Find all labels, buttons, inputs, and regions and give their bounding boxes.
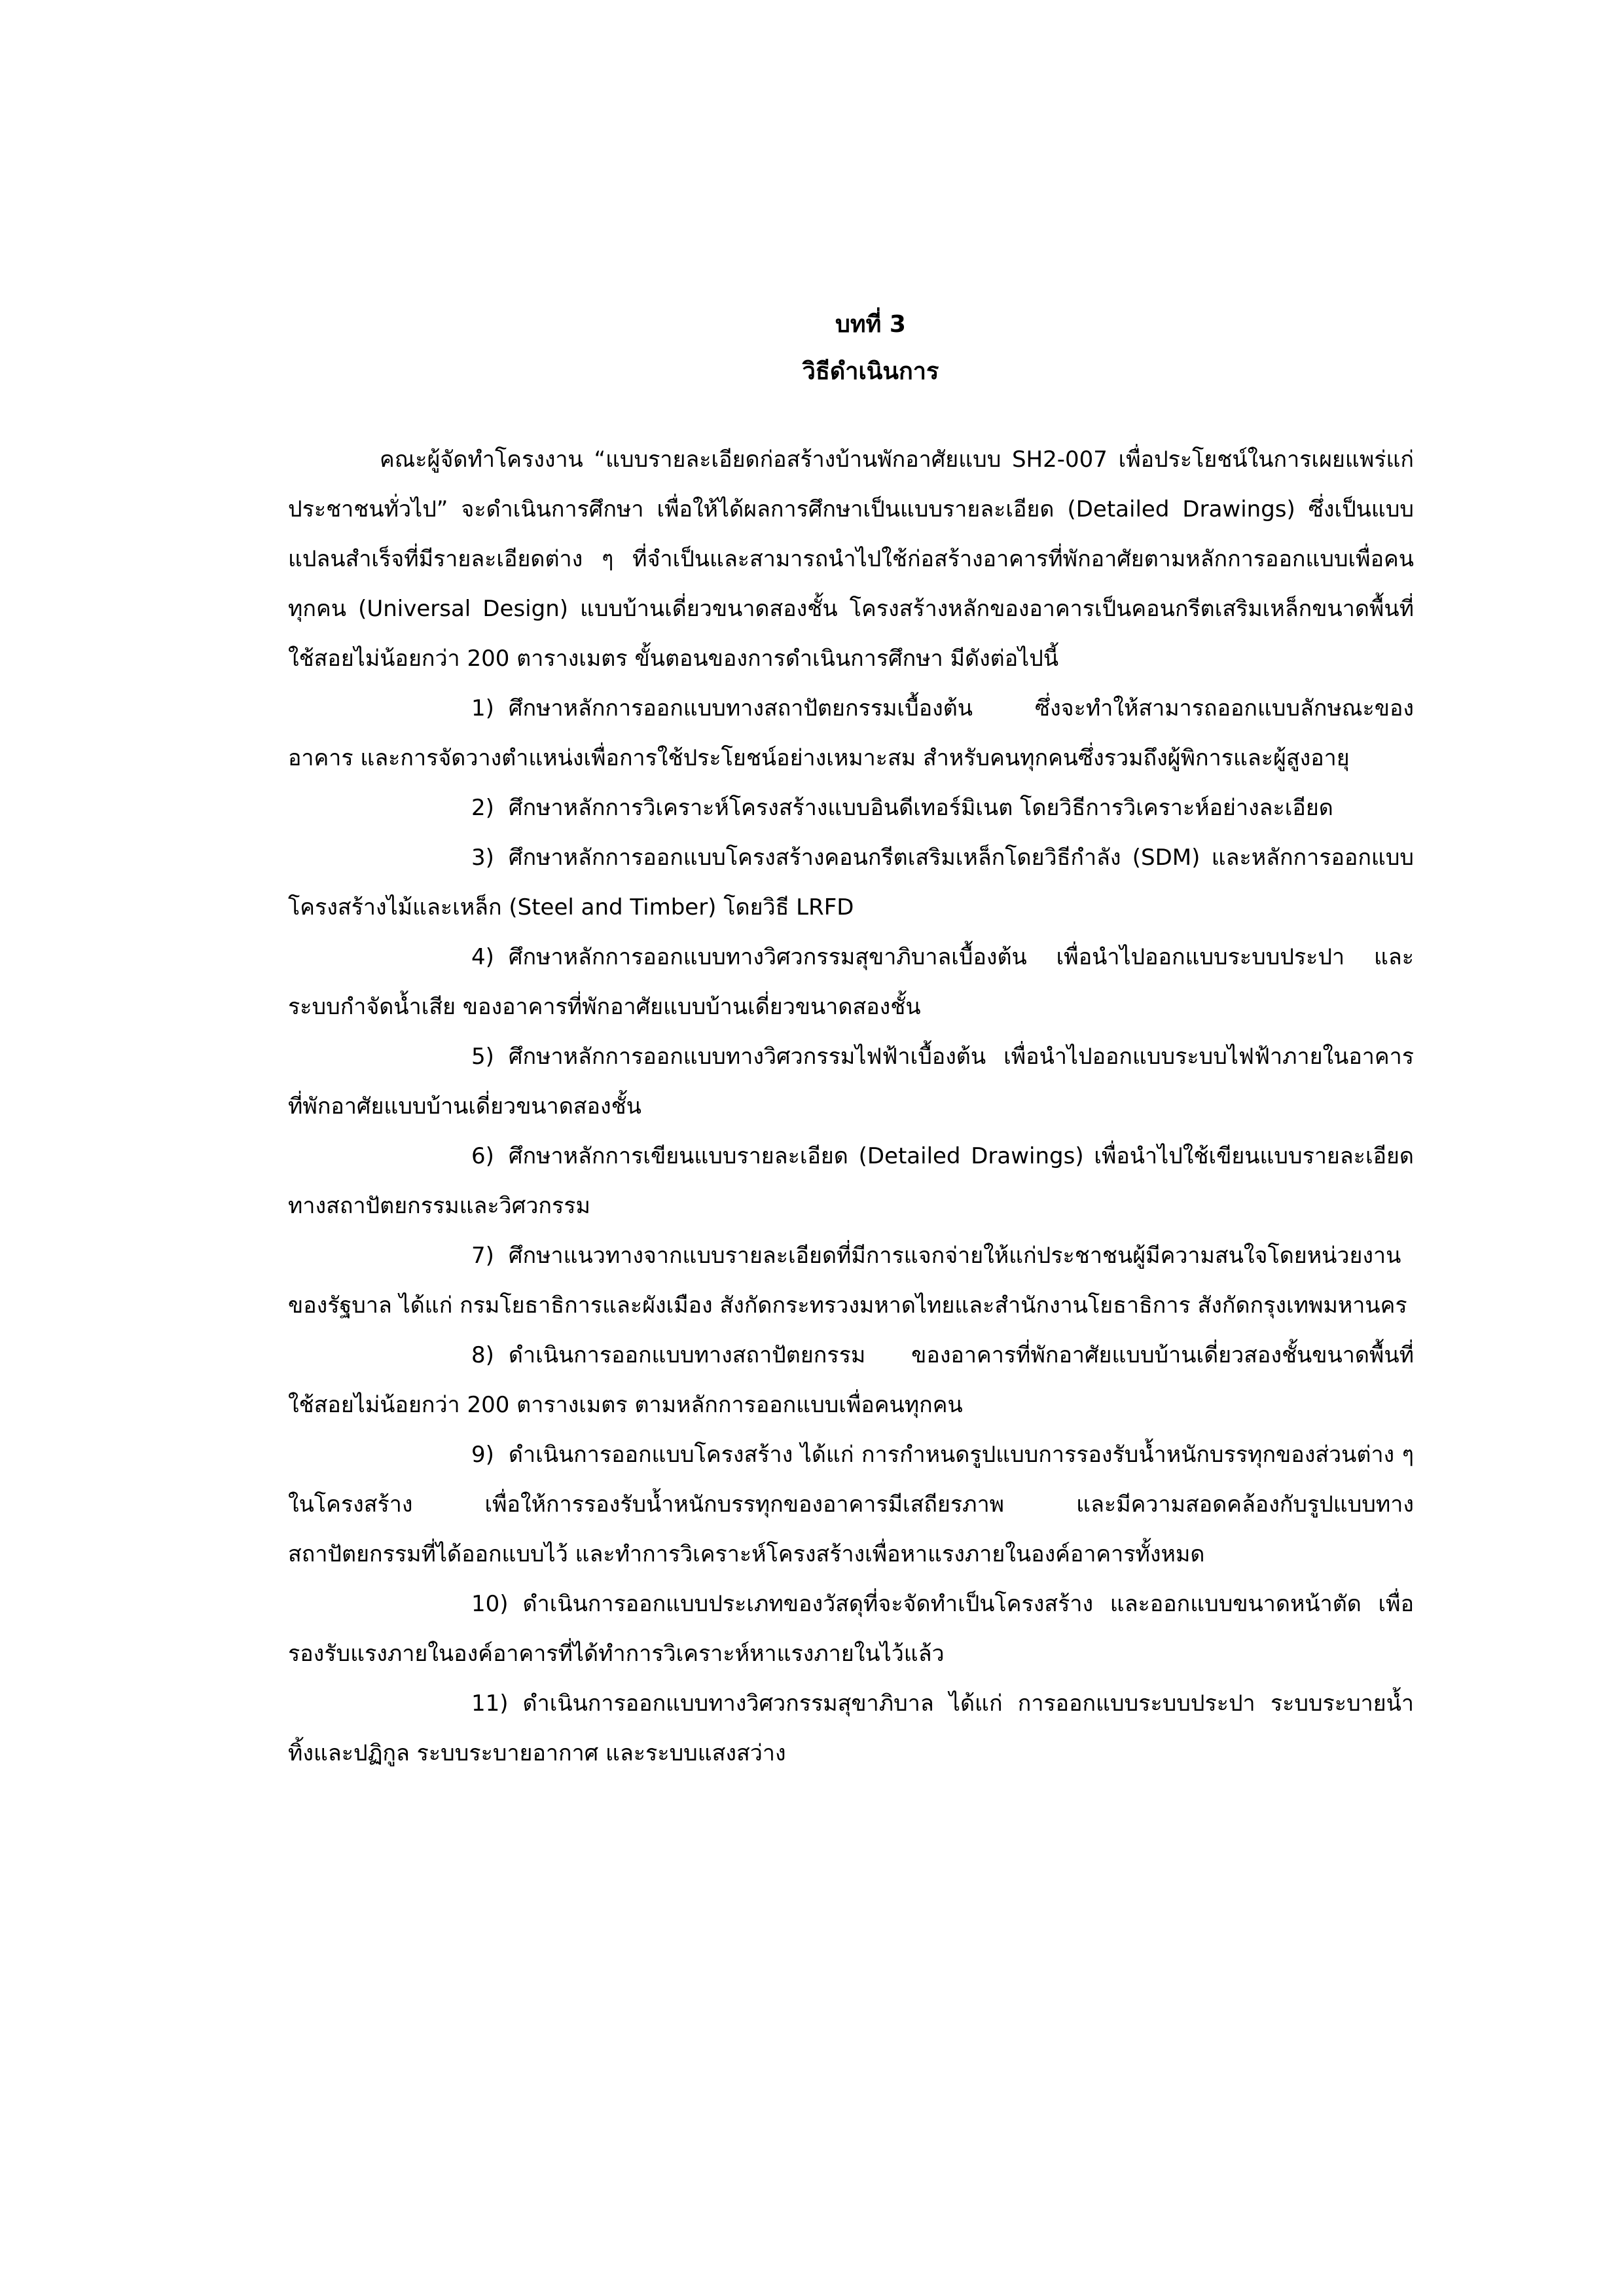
list-item [288, 683, 1414, 783]
list-item [288, 783, 1414, 833]
item-text: ดำเนินการออกแบบโครงสร้าง ได้แก่ การกำหนดรูปแบบการรองรับน้ำหนักบรรทุกของส่วนต่าง ๆ ในโครงสร้าง เพื่อให้การรองรับน้ำหนักบรรทุกของอาคารมีเสถียรภาพ และมีความสอดคล้องกับรูปแบบทางสถาปัตยกรรมที่ได้ออกแบบไว้ และทำการวิเคราะห์โครงสร้างเพื่อหาแรงภายในองค์อาคารทั้งหมด [288, 1442, 1414, 1567]
item-text: ศึกษาหลักการออกแบบโครงสร้างคอนกรีตเสริมเหล็กโดยวิธีกำลัง (SDM) และหลักการออกแบบโครงสร้างไม้และเหล็ก (Steel and Timber) โดยวิธี LRFD [288, 845, 1414, 920]
item-text: ศึกษาหลักการเขียนแบบรายละเอียด (Detailed Drawings) เพื่อนำไปใช้เขียนแบบรายละเอียดทางสถาปัตยกรรมและวิศวกรรม [288, 1143, 1414, 1219]
item-number: 6) [471, 1143, 494, 1169]
chapter-number: บทที่ 3 [835, 311, 906, 338]
item-number: 9) [471, 1442, 494, 1468]
list-item [288, 1032, 1414, 1131]
item-number: 2) [471, 795, 494, 821]
item-number: 11) [471, 1690, 509, 1717]
chapter-title: วิธีดำเนินการ [802, 358, 939, 385]
list-item [288, 1330, 1414, 1430]
intro-paragraph: คณะผู้จัดทำโครงงาน “แบบรายละเอียดก่อสร้างบ้านพักอาศัยแบบ SH2-007 เพื่อประโยชน์ในการเผยแพร่แก่ประชาชนทั่วไป” จะดำเนินการศึกษา เพื่อให้ได้ผลการศึกษาเป็นแบบรายละเอียด (Detailed Drawings) ซึ่งเป็นแบบแปลนสำเร็จที่มีรายละเอียดต่าง ๆ ที่จำเป็นและสามารถนำไปใช้ก่อสร้างอาคารที่พักอาศัยตามหลักการออกแบบเพื่อคนทุกคน (Universal Design) แบบบ้านเดี่ยวขนาดสองชั้น โครงสร้างหลักของอาคารเป็นคอนกรีตเสริมเหล็กขนาดพื้นที่ใช้สอยไม่น้อยกว่า 200 ตารางเมตร ขั้นตอนของการดำเนินการศึกษา มีดังต่อไปนี้ [288, 446, 1414, 672]
item-text: ศึกษาแนวทางจากแบบรายละเอียดที่มีการแจกจ่ายให้แก่ประชาชนผู้มีความสนใจโดยหน่วยงานของรัฐบาล ได้แก่ กรมโยธาธิการและผังเมือง สังกัดกระทรวงมหาดไทยและสำนักงานโยธาธิการ สังกัดกรุงเทพมหานคร [288, 1243, 1407, 1319]
item-text: ศึกษาหลักการออกแบบทางสถาปัตยกรรมเบื้องต้น ซึ่งจะทำให้สามารถออกแบบลักษณะของอาคาร และการจัดวางตำแหน่งเพื่อการใช้ประโยชน์อย่างเหมาะสม สำหรับคนทุกคนซึ่งรวมถึงผู้พิการและผู้สูงอายุ [288, 695, 1414, 771]
list-item [288, 833, 1414, 932]
list-item [288, 932, 1414, 1032]
list-item [288, 1579, 1414, 1679]
list-item [288, 1131, 1414, 1231]
item-text: ศึกษาหลักการออกแบบทางวิศวกรรมสุขาภิบาลเบื้องต้น เพื่อนำไปออกแบบระบบประปา และระบบกำจัดน้ำเสีย ของอาคารที่พักอาศัยแบบบ้านเดี่ยวขนาดสองชั้น [288, 944, 1414, 1020]
item-text: ดำเนินการออกแบบทางวิศวกรรมสุขาภิบาล ได้แก่ การออกแบบระบบประปา ระบบระบายน้ำทิ้งและปฏิกูล ระบบระบายอากาศ และระบบแสงสว่าง [288, 1690, 1414, 1766]
item-text: ดำเนินการออกแบบประเภทของวัสดุที่จะจัดทำเป็นโครงสร้าง และออกแบบขนาดหน้าตัด เพื่อรองรับแรงภายในองค์อาคารที่ได้ทำการวิเคราะห์หาแรงภายในไว้แล้ว [288, 1591, 1414, 1667]
item-number: 3) [471, 845, 494, 871]
item-number: 5) [471, 1044, 494, 1070]
list-item [288, 1430, 1414, 1579]
item-text: ศึกษาหลักการออกแบบทางวิศวกรรมไฟฟ้าเบื้องต้น เพื่อนำไปออกแบบระบบไฟฟ้าภายในอาคารที่พักอาศัยแบบบ้านเดี่ยวขนาดสองชั้น [288, 1044, 1414, 1120]
document-page [288, 301, 1414, 1778]
item-number: 4) [471, 944, 494, 970]
item-text: ดำเนินการออกแบบทางสถาปัตยกรรม ของอาคารที่พักอาศัยแบบบ้านเดี่ยวสองชั้นขนาดพื้นที่ใช้สอยไม่น้อยกว่า 200 ตารางเมตร ตามหลักการออกแบบเพื่อคนทุกคน [288, 1342, 1414, 1418]
item-number: 1) [471, 695, 494, 721]
list-item [288, 1231, 1414, 1330]
item-text: ศึกษาหลักการวิเคราะห์โครงสร้างแบบอินดีเทอร์มิเนต โดยวิธีการวิเคราะห์อย่างละเอียด [508, 795, 1333, 821]
list-item [288, 1679, 1414, 1778]
item-number: 8) [471, 1342, 494, 1368]
item-number: 10) [471, 1591, 509, 1617]
item-number: 7) [471, 1243, 494, 1269]
